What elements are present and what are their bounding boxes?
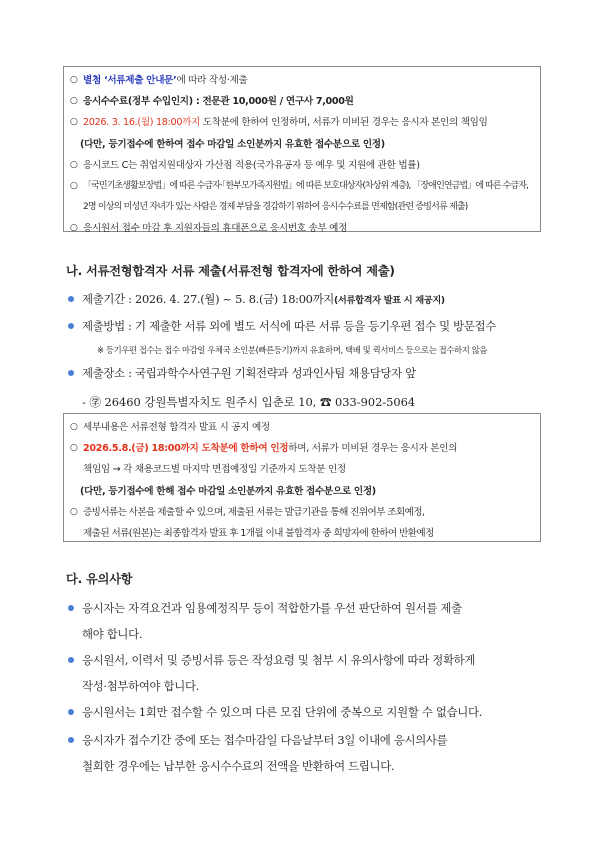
box1-line-8: ○ 응시원서 접수 마감 후 지원자들의 휴대폰으로 응시번호 송부 예정	[70, 223, 348, 235]
na-item-period: 제출기간 : 2026. 4. 27.(월) ~ 5. 8.(금) 18:00까지(서류합격자 발표 시 재공지)	[82, 287, 552, 314]
box2-line-2: ○ 2026.5.8.(금) 18:00까지 도착분에 한하여 인정하며, 서류가 미비된 경우는 응시자 본인의	[70, 443, 458, 455]
box1-line-5: ○ 응시코드 C는 취업지원대상자 가산점 적용(국가유공자 등 예우 및 지원에 관한 법률)	[70, 159, 420, 171]
bullet-dot-icon	[68, 323, 74, 329]
box2-line-1: ○ 세부내용은 서류전형 합격자 발표 시 공지 예정	[70, 422, 270, 433]
box2-line-4: (다만, 등기접수에 한해 접수 마감일 소인분까지 유효한 접수분으로 인정)	[80, 485, 376, 497]
da-item-3: 응시원서는 1회만 접수할 수 있으며 다른 모집 단위에 중복으로 지원할 수 없습니다.	[82, 700, 552, 726]
bullet-dot-icon	[68, 296, 74, 302]
da-item-4: 응시자가 접수기간 중에 또는 접수마감일 다음날부터 3일 이내에 응시의사를 철회한 경우에는 납부한 응시수수료의 전액을 반환하여 드립니다.	[82, 728, 552, 780]
bullet-dot-icon	[68, 737, 74, 743]
da-item-2: 응시원서, 이력서 및 증빙서류 등은 작성요령 및 첨부 시 유의사항에 따라 정확하게 작성·첨부하여야 합니다.	[82, 648, 552, 700]
box1-line-2: ○ 응시수수료(정부 수입인지) : 전문관 10,000원 / 연구사 7,000원	[70, 96, 354, 108]
box2-line-3: 책임임 → 각 채용코드별 마지막 면접예정일 기준까지 도착분 인정	[83, 464, 346, 476]
na-note: ※ 등기우편 접수는 접수 마감일 우체국 소인분(빠른등기)까지 유효하며, 택배 및 퀵서비스 등으로는 접수하지 않음	[97, 345, 488, 355]
section-title-na: 나. 서류전형합격자 서류 제출(서류전형 합격자에 한하여 제출)	[66, 264, 395, 278]
box2-line-5: ○ 증빙서류는 사본을 제출할 수 있으며, 제출된 서류는 발급기관을 통해 진위여부 조회예정,	[70, 506, 425, 518]
na-address: - ㊫ 26460 강원특별자치도 원주시 입춘로 10, ☎ 033-902-5064	[82, 395, 416, 409]
bullet-dot-icon	[68, 605, 74, 611]
na-item-place: 제출장소 : 국립과학수사연구원 기획전략과 성과인사팀 채용담당자 앞	[82, 361, 552, 387]
box1-line-6: ○ 「국민기초생활보장법」에 따른 수급자·「한부모가족지원법」에 따른 보호대상자(차상위 계층), 「장애인연금법」에 따른 수급자,	[70, 181, 529, 192]
da-item-1: 응시자는 자격요건과 임용예정직무 등이 적합한가를 우선 판단하여 원서를 제출 해야 합니다.	[82, 596, 552, 648]
notice-box-documents	[63, 413, 541, 542]
notice-box-application	[63, 66, 541, 235]
box2-line-6: 제출된 서류(원본)는 최종합격자 발표 후 1개월 이내 불합격자 중 희망자에 한하여 반환예정	[83, 528, 434, 540]
section-title-da: 다. 유의사항	[66, 572, 133, 586]
na-item-method: 제출방법 : 기 제출한 서류 외에 별도 서식에 따른 서류 등을 등기우편 접수 및 방문접수	[82, 314, 552, 340]
bullet-dot-icon	[68, 709, 74, 715]
box1-line-1: ○ 별첨 ‘서류제출 안내문’에 따라 작성·제출	[70, 75, 248, 86]
box1-line-7: 2명 이상의 미성년 자녀가 있는 사람은 경제 부담을 경감하기 위하여 응시수수료를 면제함(관련 증빙서류 제출)	[83, 202, 468, 213]
box1-line-4: (다만, 등기접수에 한하여 접수 마감일 소인분까지 유효한 접수분으로 인정)	[80, 138, 385, 150]
box1-line-3: ○ 2026. 3. 16.(월) 18:00까지 도착분에 한하여 인정하며, 서류가 미비된 경우는 응시자 본인의 책임임	[70, 117, 488, 129]
bullet-dot-icon	[68, 370, 74, 376]
bullet-dot-icon	[68, 657, 74, 663]
